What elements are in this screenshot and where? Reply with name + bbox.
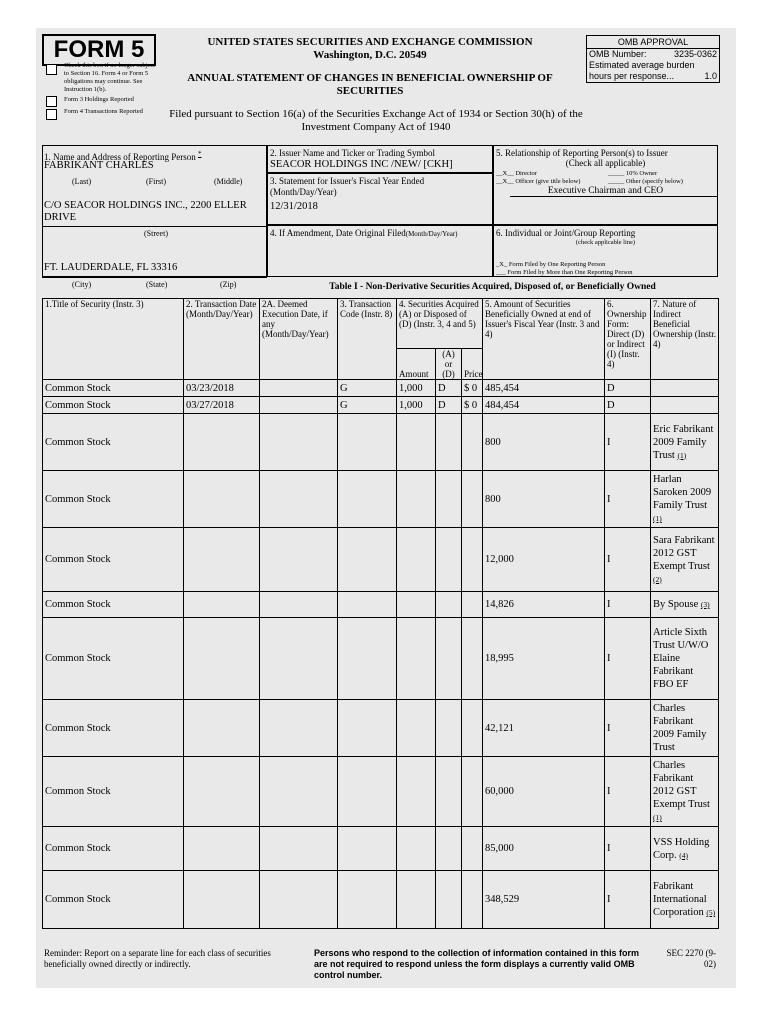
cell-transaction-code: G bbox=[338, 397, 397, 414]
divider bbox=[42, 226, 267, 227]
cell-transaction-date bbox=[184, 414, 260, 471]
relationship-sub: (Check all applicable) bbox=[565, 158, 646, 168]
omb-approval-box bbox=[586, 35, 720, 83]
cell-security-title: Common Stock bbox=[43, 700, 184, 757]
cell-amount bbox=[397, 757, 436, 827]
filing-more[interactable]: ___ Form Filed by More than One Reporting Person bbox=[496, 269, 633, 276]
cell-amount: 1,000 bbox=[397, 380, 436, 397]
col-header-code: 3. Transaction Code (Instr. 8) bbox=[338, 299, 397, 380]
cell-nature-of-ownership bbox=[651, 471, 719, 528]
cell-nature-of-ownership bbox=[651, 397, 719, 414]
cell-a-or-d bbox=[436, 528, 462, 592]
cell-deemed-date bbox=[260, 414, 338, 471]
nature-text: Charles Fabrikant 2009 Family Trust bbox=[653, 703, 707, 753]
col-header-form: 6. Ownership Form: Direct (D) or Indirect (I) (Instr. 4) bbox=[605, 299, 651, 380]
footnote-link[interactable]: (1) bbox=[677, 450, 687, 460]
cell-a-or-d bbox=[436, 700, 462, 757]
cell-amount bbox=[397, 700, 436, 757]
cell-transaction-code bbox=[338, 528, 397, 592]
col-header-title: 1.Title of Security (Instr. 3) bbox=[43, 299, 184, 380]
cell-price bbox=[462, 700, 483, 757]
filing-sub: (check applicable line) bbox=[575, 239, 636, 246]
cell-transaction-code bbox=[338, 757, 397, 827]
table-row bbox=[43, 414, 719, 471]
cell-transaction-code: G bbox=[338, 380, 397, 397]
cell-ownership-form: I bbox=[605, 592, 651, 618]
divider bbox=[42, 277, 267, 278]
relationship-officer[interactable]: __X__ Officer (give title below) bbox=[496, 178, 581, 185]
table-row bbox=[43, 471, 719, 528]
cell-nature-of-ownership bbox=[651, 380, 719, 397]
table-row bbox=[43, 618, 719, 700]
cell-transaction-code bbox=[338, 871, 397, 929]
fiscal-year-label: 3. Statement for Issuer's Fiscal Year Ended (Month/Day/Year) bbox=[270, 176, 425, 197]
cell-price bbox=[462, 592, 483, 618]
nature-text: VSS Holding Corp. bbox=[653, 836, 710, 861]
cell-a-or-d: D bbox=[436, 380, 462, 397]
cell-amount bbox=[397, 618, 436, 700]
cell-price bbox=[462, 471, 483, 528]
cell-transaction-date bbox=[184, 618, 260, 700]
cell-amount-owned: 800 bbox=[483, 471, 605, 528]
cell-transaction-code bbox=[338, 700, 397, 757]
cell-amount-owned: 12,000 bbox=[483, 528, 605, 592]
cell-ownership-form: I bbox=[605, 700, 651, 757]
footer-notice: Persons who respond to the collection of information contained in this form are not required to respond unless the form displays a currently valid OMB control number. bbox=[314, 948, 640, 980]
cell-amount-owned: 85,000 bbox=[483, 827, 605, 871]
street-caption: (Street) bbox=[144, 229, 168, 238]
cell-security-title: Common Stock bbox=[43, 827, 184, 871]
form4-label: Form 4 Transactions Reported bbox=[64, 108, 143, 115]
footnote-link[interactable]: (2) bbox=[653, 574, 662, 584]
issuer-label: 2. Issuer Name and Ticker or Trading Symbol bbox=[270, 148, 435, 158]
nature-text: Article Sixth Trust U/W/O Elaine Fabrikant FBO EF bbox=[653, 627, 709, 690]
cell-amount-owned: 800 bbox=[483, 414, 605, 471]
cell-price bbox=[462, 827, 483, 871]
cell-nature-of-ownership bbox=[651, 414, 719, 471]
form4-checkbox[interactable] bbox=[46, 109, 57, 120]
col-header-aord: (A) or (D) bbox=[436, 349, 462, 380]
col-header-price: Price bbox=[462, 349, 483, 380]
cell-nature-of-ownership bbox=[651, 592, 719, 618]
relationship-label: 5. Relationship of Reporting Person(s) to Issuer bbox=[496, 148, 668, 158]
cell-security-title: Common Stock bbox=[43, 592, 184, 618]
cell-nature-of-ownership bbox=[651, 871, 719, 929]
cell-price bbox=[462, 871, 483, 929]
nature-text: By Spouse bbox=[653, 599, 699, 610]
footnote-link[interactable]: (4) bbox=[679, 850, 689, 860]
nature-text: Charles Fabrikant 2012 GST Exempt Trust bbox=[653, 760, 710, 810]
cell-deemed-date bbox=[260, 871, 338, 929]
cell-transaction-code bbox=[338, 592, 397, 618]
cell-nature-of-ownership bbox=[651, 618, 719, 700]
omb-title: OMB APPROVAL bbox=[587, 36, 719, 49]
cell-amount bbox=[397, 827, 436, 871]
cell-a-or-d bbox=[436, 827, 462, 871]
reporting-person-name[interactable]: FABRIKANT CHARLES bbox=[44, 160, 154, 171]
col-header-nature: 7. Nature of Indirect Beneficial Ownership (Instr. 4) bbox=[651, 299, 719, 380]
cell-transaction-code bbox=[338, 414, 397, 471]
omb-number-label: OMB Number: bbox=[589, 49, 647, 59]
cell-price bbox=[462, 528, 483, 592]
cell-transaction-date bbox=[184, 471, 260, 528]
relationship-other[interactable]: _____ Other (specify below) bbox=[608, 178, 683, 185]
cell-security-title: Common Stock bbox=[43, 757, 184, 827]
table-row bbox=[43, 528, 719, 592]
cell-deemed-date bbox=[260, 528, 338, 592]
cell-transaction-date: 03/23/2018 bbox=[184, 380, 260, 397]
filing-one[interactable]: _X_ Form Filed by One Reporting Person bbox=[496, 261, 606, 268]
footnote-link[interactable]: (3) bbox=[700, 600, 710, 609]
no-longer-subject-checkbox[interactable] bbox=[46, 64, 57, 75]
nature-text: Harlan Saroken 2009 Family Trust bbox=[653, 474, 712, 511]
cell-a-or-d bbox=[436, 618, 462, 700]
cell-price: $ 0 bbox=[462, 380, 483, 397]
cell-amount-owned: 348,529 bbox=[483, 871, 605, 929]
cell-amount: 1,000 bbox=[397, 397, 436, 414]
cell-ownership-form: I bbox=[605, 618, 651, 700]
col-header-date: 2. Transaction Date (Month/Day/Year) bbox=[184, 299, 260, 380]
cell-amount-owned: 485,454 bbox=[483, 380, 605, 397]
cell-transaction-date bbox=[184, 871, 260, 929]
table-row bbox=[43, 700, 719, 757]
table-title: Table I - Non-Derivative Securities Acquired, Disposed of, or Beneficially Owned bbox=[329, 282, 656, 292]
nature-text: Eric Fabrikant 2009 Family Trust bbox=[653, 423, 714, 461]
cell-nature-of-ownership bbox=[651, 700, 719, 757]
table-row bbox=[43, 397, 719, 414]
issuer-value[interactable]: SEACOR HOLDINGS INC /NEW/ [CKH] bbox=[270, 159, 453, 170]
cell-transaction-code bbox=[338, 471, 397, 528]
cell-ownership-form: D bbox=[605, 397, 651, 414]
cell-deemed-date bbox=[260, 700, 338, 757]
state-caption: (State) bbox=[146, 280, 168, 289]
cell-amount-owned: 14,826 bbox=[483, 592, 605, 618]
footnote-link[interactable]: (5) bbox=[706, 908, 716, 917]
cell-deemed-date bbox=[260, 757, 338, 827]
last-caption: (Last) bbox=[72, 177, 92, 186]
form-title: FORM 5 bbox=[42, 34, 156, 66]
relationship-director[interactable]: __X__ Director bbox=[496, 170, 537, 177]
cell-amount-owned: 484,454 bbox=[483, 397, 605, 414]
cell-a-or-d bbox=[436, 592, 462, 618]
cell-a-or-d bbox=[436, 471, 462, 528]
col-header-deemed: 2A. Deemed Execution Date, if any (Month/Day/Year) bbox=[260, 299, 338, 380]
cell-amount-owned: 42,121 bbox=[483, 700, 605, 757]
cell-transaction-date bbox=[184, 528, 260, 592]
cell-deemed-date bbox=[260, 471, 338, 528]
cell-amount bbox=[397, 528, 436, 592]
cell-a-or-d bbox=[436, 871, 462, 929]
cell-ownership-form: I bbox=[605, 757, 651, 827]
reporting-person-address[interactable]: C/O SEACOR HOLDINGS INC., 2200 ELLER DRIVE bbox=[44, 200, 247, 223]
table-row bbox=[43, 871, 719, 929]
cell-a-or-d: D bbox=[436, 397, 462, 414]
cell-deemed-date bbox=[260, 827, 338, 871]
cell-ownership-form: D bbox=[605, 380, 651, 397]
cell-ownership-form: I bbox=[605, 871, 651, 929]
cell-amount bbox=[397, 471, 436, 528]
cell-amount bbox=[397, 592, 436, 618]
cell-ownership-form: I bbox=[605, 827, 651, 871]
reporting-person-city[interactable]: FT. LAUDERDALE, FL 33316 bbox=[44, 262, 178, 273]
cell-security-title: Common Stock bbox=[43, 528, 184, 592]
nature-text: Fabrikant International Corporation bbox=[653, 881, 707, 918]
amendment-label: 4. If Amendment, Date Original Filed(Month/Day/Year) bbox=[270, 228, 458, 238]
agency-title: UNITED STATES SECURITIES AND EXCHANGE COMMISSION bbox=[207, 36, 533, 48]
table-row bbox=[43, 592, 719, 618]
non-derivative-table bbox=[42, 298, 719, 929]
footnote-link[interactable]: (1) bbox=[653, 813, 662, 822]
col-header-securities: 4. Securities Acquired (A) or Disposed of (D) (Instr. 3, 4 and 5) bbox=[397, 299, 483, 349]
cell-nature-of-ownership bbox=[651, 757, 719, 827]
cell-deemed-date bbox=[260, 380, 338, 397]
cell-security-title: Common Stock bbox=[43, 414, 184, 471]
footer-reminder: Reminder: Report on a separate line for each class of securities beneficially owned directly or indirectly. bbox=[44, 948, 271, 969]
fiscal-year-value[interactable]: 12/31/2018 bbox=[270, 201, 318, 212]
divider bbox=[510, 196, 718, 197]
form3-checkbox[interactable] bbox=[46, 96, 57, 107]
table-row bbox=[43, 827, 719, 871]
cell-price: $ 0 bbox=[462, 397, 483, 414]
cell-transaction-date bbox=[184, 700, 260, 757]
cell-amount bbox=[397, 871, 436, 929]
omb-hours-value: 1.0 bbox=[704, 71, 717, 81]
agency-location: Washington, D.C. 20549 bbox=[313, 49, 427, 61]
col-header-owned: 5. Amount of Securities Beneficially Owned at end of Issuer's Fiscal Year (Instr. 3 and 4) bbox=[483, 299, 605, 380]
cell-deemed-date bbox=[260, 397, 338, 414]
cell-security-title: Common Stock bbox=[43, 380, 184, 397]
cell-transaction-code bbox=[338, 618, 397, 700]
cell-security-title: Common Stock bbox=[43, 471, 184, 528]
cell-ownership-form: I bbox=[605, 528, 651, 592]
cell-nature-of-ownership bbox=[651, 827, 719, 871]
reporting-person-label: 1. Name and Address of Reporting Person * bbox=[44, 150, 202, 162]
statement-title: ANNUAL STATEMENT OF CHANGES IN BENEFICIAL OWNERSHIP OF SECURITIES bbox=[187, 72, 553, 97]
cell-nature-of-ownership bbox=[651, 528, 719, 592]
table-row bbox=[43, 757, 719, 827]
cell-transaction-date bbox=[184, 757, 260, 827]
filing-label: 6. Individual or Joint/Group Reporting bbox=[496, 228, 636, 238]
cell-price bbox=[462, 618, 483, 700]
cell-amount bbox=[397, 414, 436, 471]
middle-caption: (Middle) bbox=[214, 177, 243, 186]
footnote-link[interactable]: (1) bbox=[653, 514, 662, 523]
cell-deemed-date bbox=[260, 592, 338, 618]
cell-ownership-form: I bbox=[605, 414, 651, 471]
relationship-ten-pct[interactable]: _____ 10% Owner bbox=[608, 170, 658, 177]
omb-burden-label: Estimated average burden bbox=[589, 60, 695, 70]
cell-transaction-date: 03/27/2018 bbox=[184, 397, 260, 414]
cell-transaction-date bbox=[184, 827, 260, 871]
omb-number-value: 3235-0362 bbox=[673, 49, 717, 59]
cell-deemed-date bbox=[260, 618, 338, 700]
zip-caption: (Zip) bbox=[220, 280, 237, 289]
omb-hours-label: hours per response... bbox=[589, 71, 675, 81]
cell-price bbox=[462, 757, 483, 827]
cell-security-title: Common Stock bbox=[43, 871, 184, 929]
cell-security-title: Common Stock bbox=[43, 618, 184, 700]
cell-a-or-d bbox=[436, 414, 462, 471]
form3-label: Form 3 Holdings Reported bbox=[64, 96, 134, 103]
nature-text: Sara Fabrikant 2012 GST Exempt Trust bbox=[653, 534, 715, 572]
table-row bbox=[43, 380, 719, 397]
first-caption: (First) bbox=[146, 177, 166, 186]
cell-security-title: Common Stock bbox=[43, 397, 184, 414]
cell-amount-owned: 18,995 bbox=[483, 618, 605, 700]
cell-a-or-d bbox=[436, 757, 462, 827]
no-longer-subject-label: Check this box if no longer subject to Section 16. Form 4 or Form 5 obligations may continue. See Instruction 1(b). bbox=[64, 62, 155, 93]
cell-transaction-date bbox=[184, 592, 260, 618]
cell-amount-owned: 60,000 bbox=[483, 757, 605, 827]
relationship-title[interactable]: Executive Chairman and CEO bbox=[547, 186, 664, 196]
col-header-amount: Amount bbox=[397, 349, 436, 380]
city-caption: (City) bbox=[72, 280, 92, 289]
cell-price bbox=[462, 414, 483, 471]
footer-sec: SEC 2270 (9-02) bbox=[666, 948, 716, 969]
filed-pursuant: Filed pursuant to Section 16(a) of the Securities Exchange Act of 1934 or Section 30(h) of the Investment Company Act of 1940 bbox=[169, 108, 583, 133]
cell-transaction-code bbox=[338, 827, 397, 871]
cell-ownership-form: I bbox=[605, 471, 651, 528]
